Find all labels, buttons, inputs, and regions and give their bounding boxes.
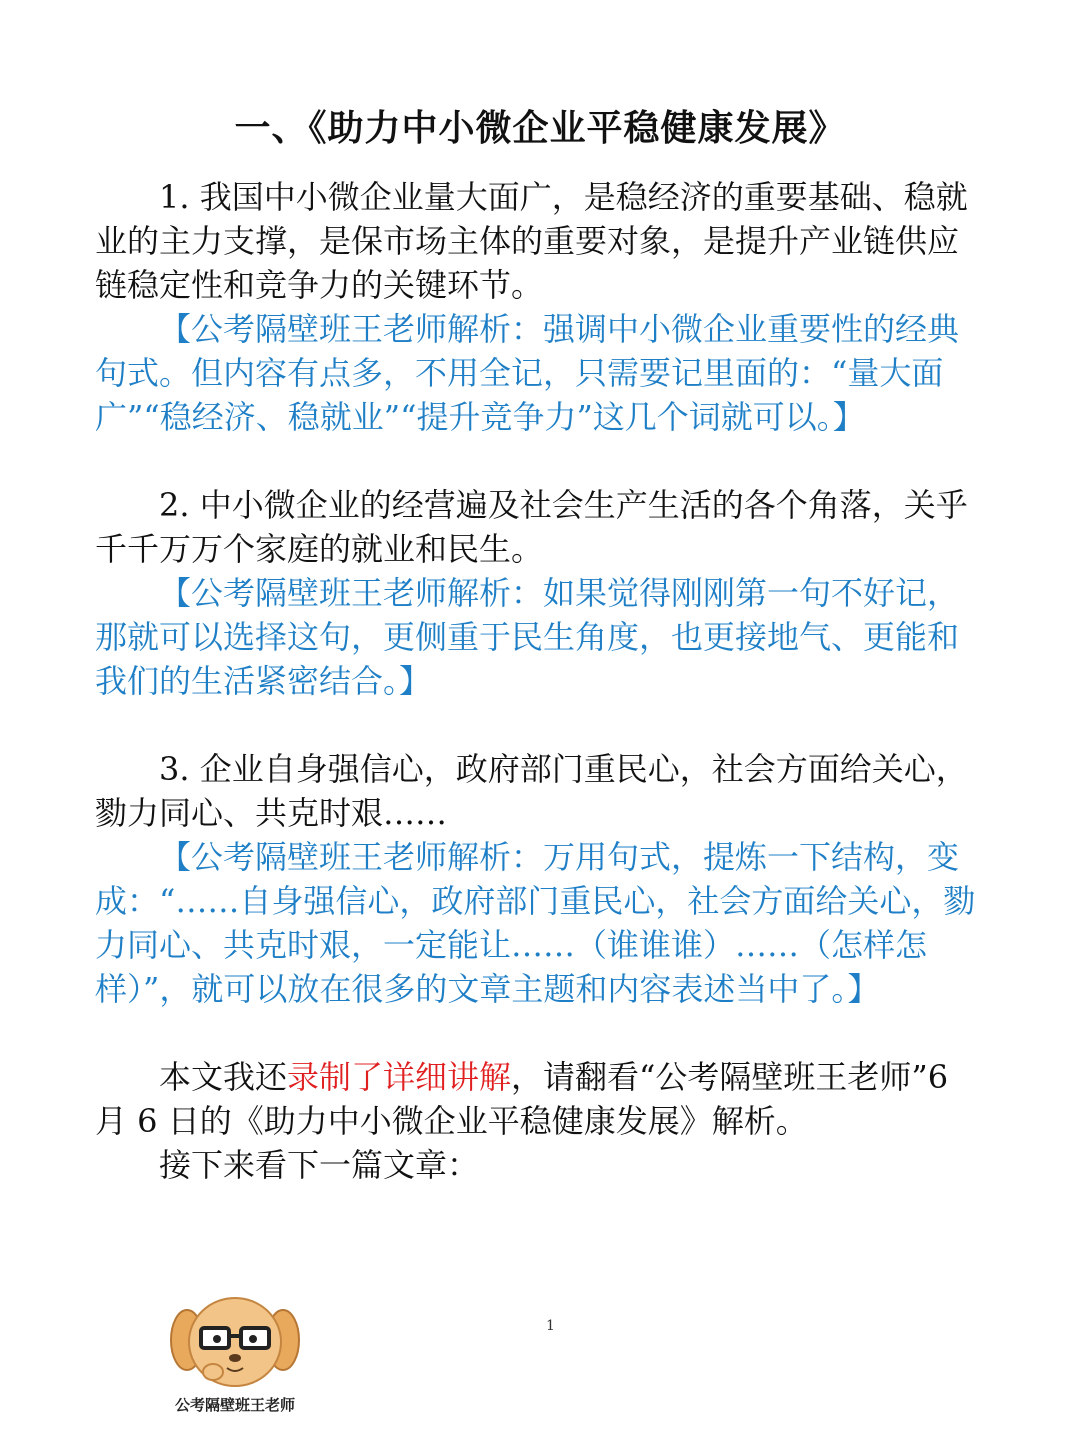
page-number: 1 xyxy=(546,1318,555,1334)
spacer xyxy=(95,703,990,747)
section-1-note: 【公考隔壁班王老师解析：强调中小微企业重要性的经典句式。但内容有点多，不用全记，只需要记里面的：“量大面广”“稳经济、稳就业”“提升竞争力”这几个词就可以。】 xyxy=(95,310,960,436)
closing-highlight: 录制了详细讲解 xyxy=(287,1058,512,1096)
section-2-note: 【公考隔壁班王老师解析：如果觉得刚刚第一句不好记，那就可以选择这句，更侧重于民生角度，也更接地气、更能和我们的生活紧密结合。】 xyxy=(95,574,960,700)
closing-paragraph xyxy=(95,1055,990,1143)
section-3-text: 3. 企业自身强信心，政府部门重民心，社会方面给关心，勠力同心、共克时艰…… xyxy=(95,750,968,832)
article-body xyxy=(95,175,990,1187)
spacer xyxy=(95,1011,990,1055)
section-2-text: 2. 中小微企业的经营遍及社会生产生活的各个角落，关乎千千万万个家庭的就业和民生。 xyxy=(95,486,968,568)
logo-caption: 公考隔壁班王老师 xyxy=(174,1396,295,1414)
closing-after: ，请翻看“公考隔壁班王老师”6 月 6 日的《助力中小微企业平稳健康发展》解析。 xyxy=(95,1058,949,1140)
next-article-text: 接下来看下一篇文章： xyxy=(159,1146,480,1184)
section-1-text: 1. 我国中小微企业量大面广，是稳经济的重要基础、稳就业的主力支撑，是保市场主体的重要对象，是提升产业链供应链稳定性和竞争力的关键环节。 xyxy=(95,178,968,304)
spacer xyxy=(95,439,990,483)
section-3-note: 【公考隔壁班王老师解析：万用句式，提炼一下结构，变成：“……自身强信心，政府部门重民心，社会方面给关心，勠力同心、共克时艰，一定能让……（谁谁谁）……（怎样怎样）”，就可以放在很多的文章主题和内容表述当中了。】 xyxy=(95,838,976,1008)
page-title: 一、《助力中小微企业平稳健康发展》 xyxy=(234,108,846,149)
closing-before: 本文我还 xyxy=(159,1058,288,1096)
